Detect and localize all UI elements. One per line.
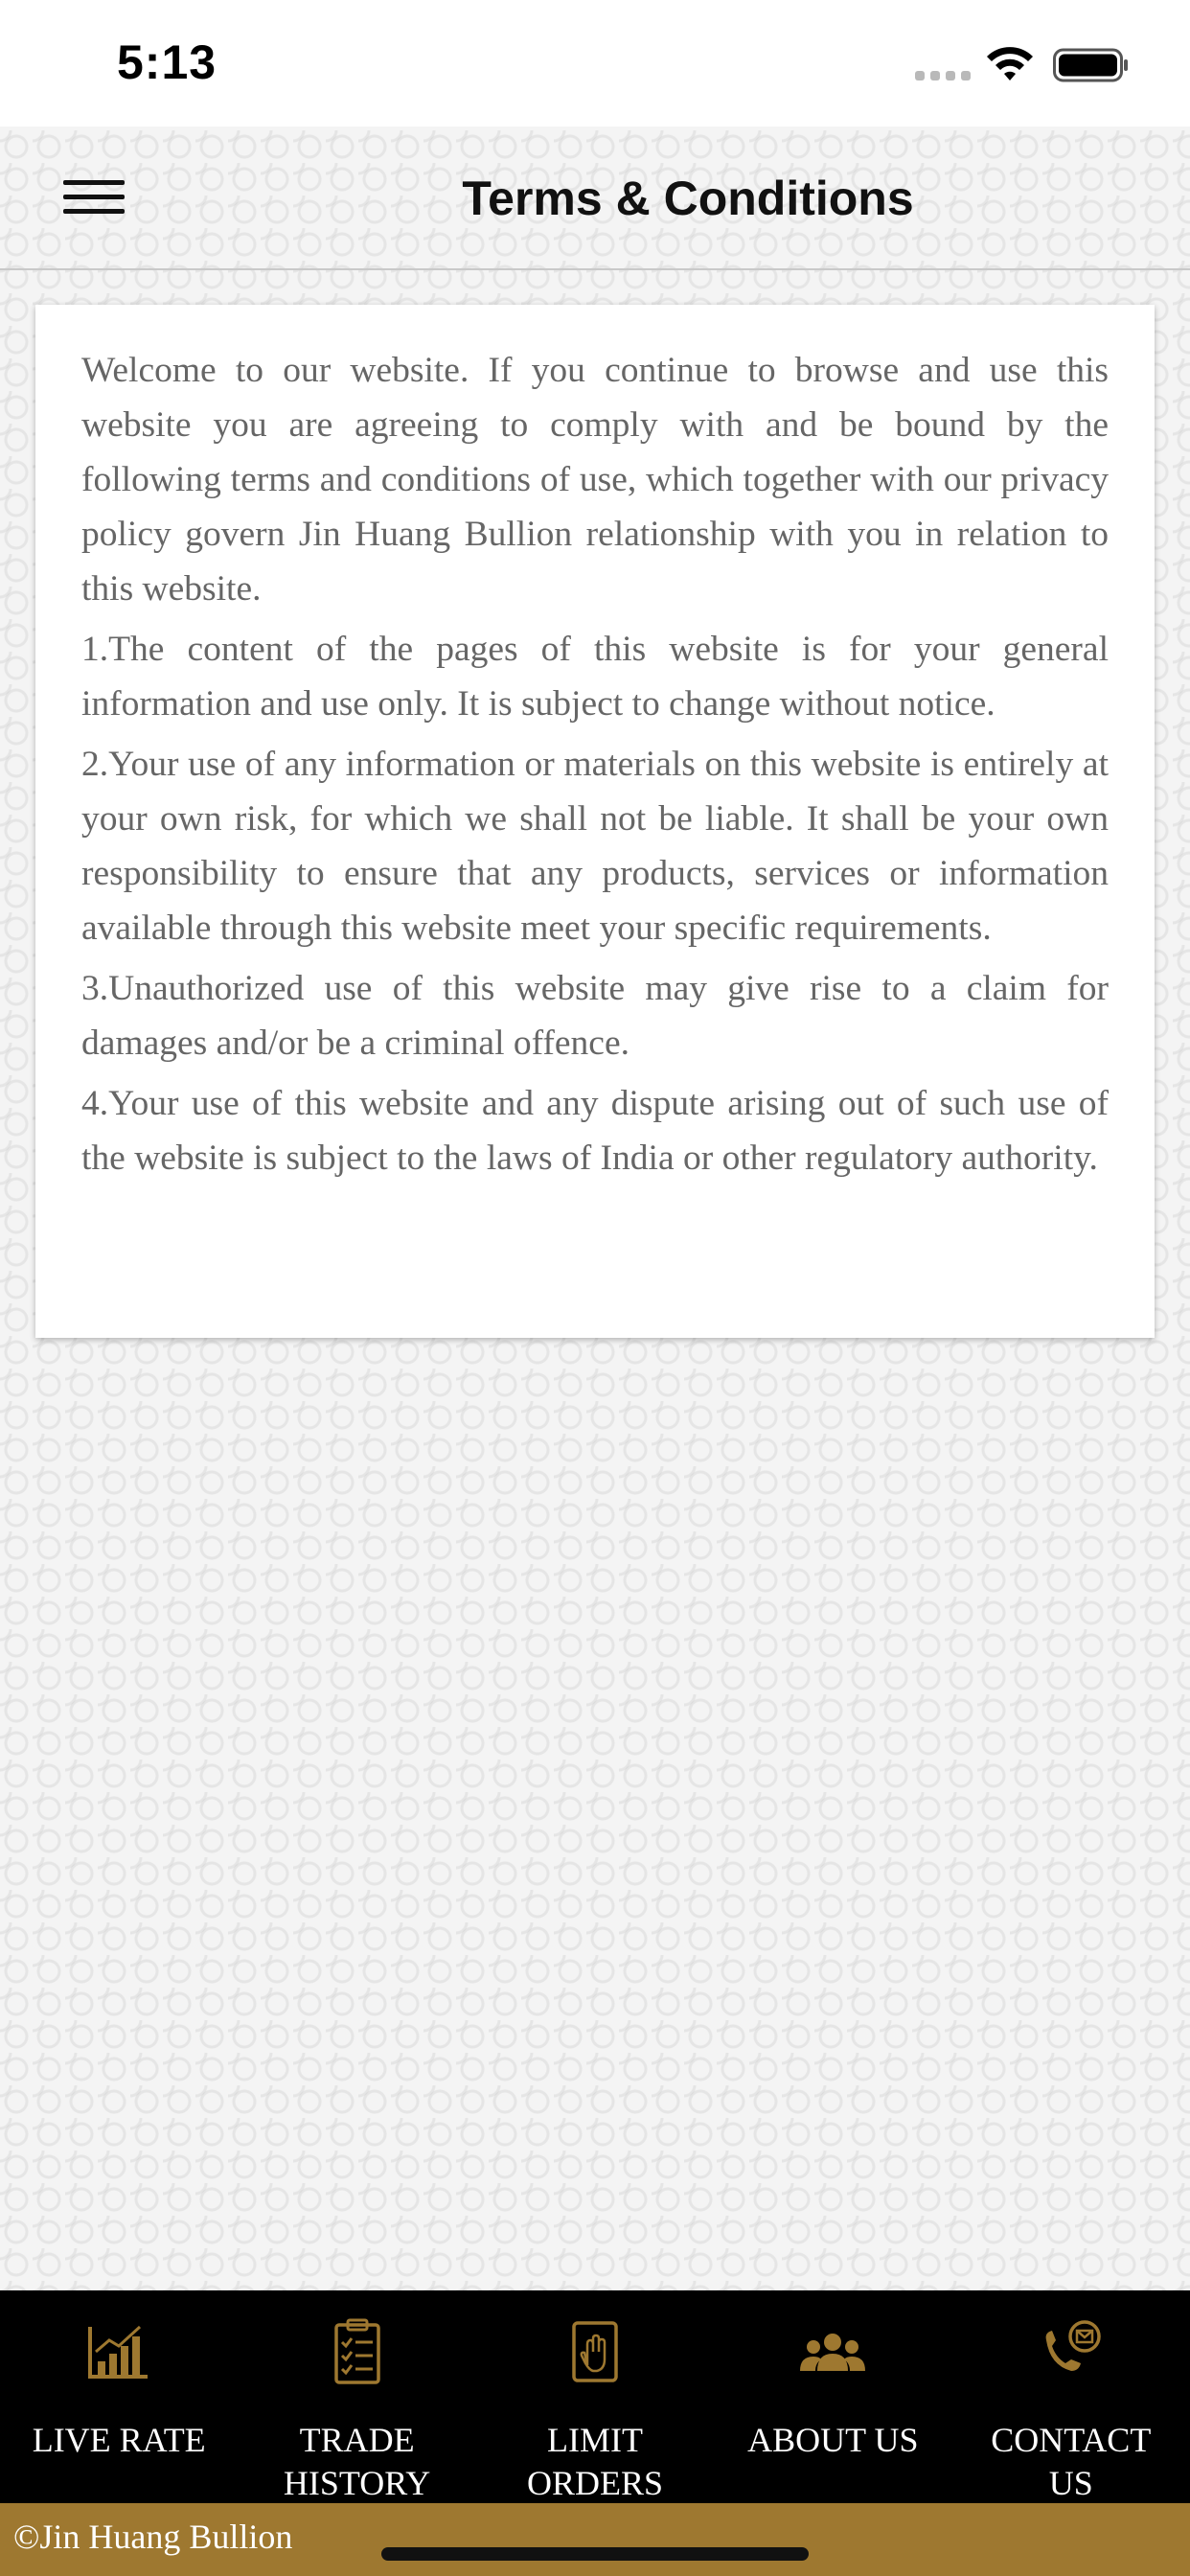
status-time: 5:13 [117, 35, 217, 89]
app-header [0, 126, 1190, 270]
terms-paragraph-4: 4.Your use of this website and any dispute arising out of such use of the website is subject to the laws of India or other regulatory authority. [81, 1084, 1109, 1178]
nav-item-live-rate[interactable] [0, 2290, 238, 2503]
terms-paragraph-2: 2.Your use of any information or materials on this website is entirely at your own risk, for which we shall not be liable. It shall be your own responsibility to ensure that any products, services or information available through this website meet your specific requirements. [81, 745, 1109, 948]
nav-label-live-rate: LIVE RATE [32, 2421, 206, 2459]
nav-label-trade-history: TRADE HISTORY [283, 2421, 431, 2502]
home-indicator[interactable] [381, 2547, 809, 2561]
bar-chart-icon [84, 2317, 153, 2386]
people-group-icon [798, 2317, 867, 2386]
footer-bar [0, 2503, 1190, 2576]
clipboard-icon [323, 2317, 392, 2386]
status-bar [0, 0, 1190, 126]
nav-item-trade-history[interactable] [238, 2290, 475, 2503]
page-title: Terms & Conditions [462, 172, 914, 225]
bottom-navigation [0, 2290, 1190, 2503]
terms-paragraph-intro: Welcome to our website. If you continue to browse and use this website you are agreeing to comply with and be bound by the following terms and conditions of use, which together with our privacy policy govern Jin Huang Bullion relationship with you in relation to this website. [81, 351, 1109, 609]
nav-label-contact-us: CONTACT US [991, 2421, 1152, 2502]
wifi-icon [985, 46, 1035, 84]
terms-paragraph-1: 1.The content of the pages of this website is for your general information and use only. It is subject to change without notice. [81, 630, 1109, 724]
nav-label-limit-orders: LIMIT ORDERS [526, 2421, 663, 2502]
battery-icon [1053, 48, 1130, 82]
cellular-signal-icon [915, 71, 971, 80]
phone-mail-icon [1037, 2317, 1106, 2386]
nav-label-about-us: ABOUT US [747, 2421, 919, 2459]
copyright-text: ©Jin Huang Bullion [13, 2518, 293, 2556]
hand-document-icon [561, 2317, 629, 2386]
nav-item-contact-us[interactable] [952, 2290, 1190, 2503]
nav-item-limit-orders[interactable] [476, 2290, 714, 2503]
terms-content-card [35, 305, 1155, 1338]
nav-item-about-us[interactable] [714, 2290, 951, 2503]
terms-paragraph-3: 3.Unauthorized use of this website may give rise to a claim for damages and/or be a criminal offence. [81, 969, 1109, 1063]
